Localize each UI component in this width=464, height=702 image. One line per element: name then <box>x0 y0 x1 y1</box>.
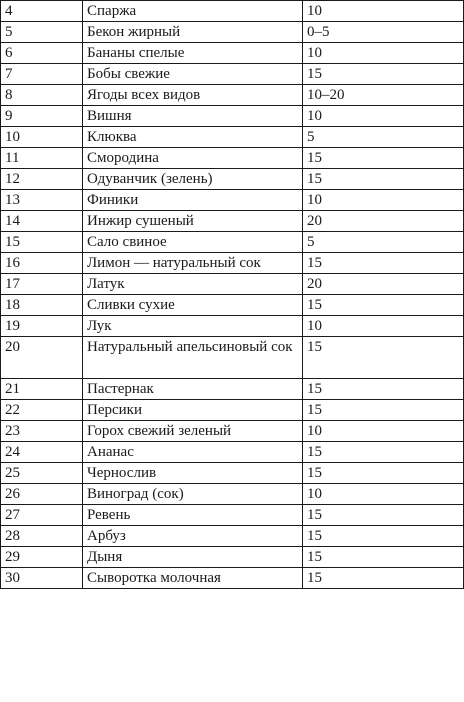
product-name-cell: Виноград (сок) <box>83 484 303 505</box>
value-cell: 15 <box>303 64 464 85</box>
table-row <box>1 526 464 547</box>
table-row <box>1 484 464 505</box>
row-number-cell: 7 <box>1 64 83 85</box>
table-row <box>1 442 464 463</box>
row-number-cell: 30 <box>1 568 83 589</box>
row-number-cell: 18 <box>1 295 83 316</box>
value-cell: 15 <box>303 169 464 190</box>
value-cell: 15 <box>303 505 464 526</box>
value-cell: 20 <box>303 274 464 295</box>
row-number-cell: 22 <box>1 400 83 421</box>
product-name-cell: Персики <box>83 400 303 421</box>
product-name-cell: Натуральный апельсиновый сок <box>83 337 303 379</box>
table-row <box>1 85 464 106</box>
row-number-cell: 13 <box>1 190 83 211</box>
table-row <box>1 64 464 85</box>
product-name-cell: Ягоды всех видов <box>83 85 303 106</box>
value-cell: 15 <box>303 148 464 169</box>
product-name-cell: Сало свиное <box>83 232 303 253</box>
table-row <box>1 421 464 442</box>
product-name-cell: Пастернак <box>83 379 303 400</box>
product-name-cell: Одуванчик (зелень) <box>83 169 303 190</box>
table-body <box>1 1 464 589</box>
row-number-cell: 17 <box>1 274 83 295</box>
row-number-cell: 8 <box>1 85 83 106</box>
table-row <box>1 22 464 43</box>
value-cell: 5 <box>303 232 464 253</box>
row-number-cell: 19 <box>1 316 83 337</box>
table-row <box>1 547 464 568</box>
product-name-cell: Ананас <box>83 442 303 463</box>
product-name-cell: Латук <box>83 274 303 295</box>
product-name-cell: Чернослив <box>83 463 303 484</box>
product-name-cell: Сливки сухие <box>83 295 303 316</box>
value-cell: 15 <box>303 547 464 568</box>
table-row <box>1 1 464 22</box>
table-row <box>1 169 464 190</box>
value-cell: 0–5 <box>303 22 464 43</box>
value-cell: 10 <box>303 43 464 64</box>
value-cell: 15 <box>303 526 464 547</box>
table-row <box>1 211 464 232</box>
value-cell: 15 <box>303 253 464 274</box>
table-row <box>1 379 464 400</box>
table-row <box>1 463 464 484</box>
row-number-cell: 27 <box>1 505 83 526</box>
row-number-cell: 11 <box>1 148 83 169</box>
table-row <box>1 148 464 169</box>
value-cell: 10 <box>303 421 464 442</box>
product-name-cell: Дыня <box>83 547 303 568</box>
row-number-cell: 14 <box>1 211 83 232</box>
row-number-cell: 16 <box>1 253 83 274</box>
row-number-cell: 5 <box>1 22 83 43</box>
row-number-cell: 28 <box>1 526 83 547</box>
row-number-cell: 9 <box>1 106 83 127</box>
value-cell: 15 <box>303 379 464 400</box>
product-name-cell: Спаржа <box>83 1 303 22</box>
product-name-cell: Ревень <box>83 505 303 526</box>
table-row <box>1 43 464 64</box>
value-cell: 10 <box>303 316 464 337</box>
product-name-cell: Инжир сушеный <box>83 211 303 232</box>
table-row <box>1 106 464 127</box>
table-row <box>1 568 464 589</box>
product-name-cell: Смородина <box>83 148 303 169</box>
value-cell: 10 <box>303 1 464 22</box>
value-cell: 10 <box>303 190 464 211</box>
table-row <box>1 232 464 253</box>
value-cell: 15 <box>303 463 464 484</box>
table-row <box>1 295 464 316</box>
value-cell: 15 <box>303 568 464 589</box>
row-number-cell: 25 <box>1 463 83 484</box>
row-number-cell: 10 <box>1 127 83 148</box>
row-number-cell: 23 <box>1 421 83 442</box>
product-name-cell: Бананы спелые <box>83 43 303 64</box>
product-name-cell: Вишня <box>83 106 303 127</box>
table-row <box>1 505 464 526</box>
value-cell: 10 <box>303 106 464 127</box>
value-cell: 15 <box>303 295 464 316</box>
row-number-cell: 24 <box>1 442 83 463</box>
table-row <box>1 316 464 337</box>
row-number-cell: 12 <box>1 169 83 190</box>
value-cell: 10–20 <box>303 85 464 106</box>
table-row <box>1 253 464 274</box>
product-name-cell: Финики <box>83 190 303 211</box>
row-number-cell: 6 <box>1 43 83 64</box>
product-name-cell: Лимон — натуральный сок <box>83 253 303 274</box>
value-cell: 15 <box>303 400 464 421</box>
table-row <box>1 274 464 295</box>
table-row <box>1 337 464 379</box>
product-name-cell: Сыворотка молочная <box>83 568 303 589</box>
table-row <box>1 127 464 148</box>
product-name-cell: Лук <box>83 316 303 337</box>
value-cell: 5 <box>303 127 464 148</box>
value-cell: 10 <box>303 484 464 505</box>
row-number-cell: 21 <box>1 379 83 400</box>
table-row <box>1 190 464 211</box>
row-number-cell: 15 <box>1 232 83 253</box>
product-name-cell: Арбуз <box>83 526 303 547</box>
product-name-cell: Бекон жирный <box>83 22 303 43</box>
value-cell: 15 <box>303 337 464 379</box>
row-number-cell: 29 <box>1 547 83 568</box>
value-cell: 20 <box>303 211 464 232</box>
row-number-cell: 26 <box>1 484 83 505</box>
product-name-cell: Бобы свежие <box>83 64 303 85</box>
row-number-cell: 4 <box>1 1 83 22</box>
product-name-cell: Клюква <box>83 127 303 148</box>
value-cell: 15 <box>303 442 464 463</box>
product-name-cell: Горох свежий зеленый <box>83 421 303 442</box>
row-number-cell: 20 <box>1 337 83 379</box>
table-row <box>1 400 464 421</box>
